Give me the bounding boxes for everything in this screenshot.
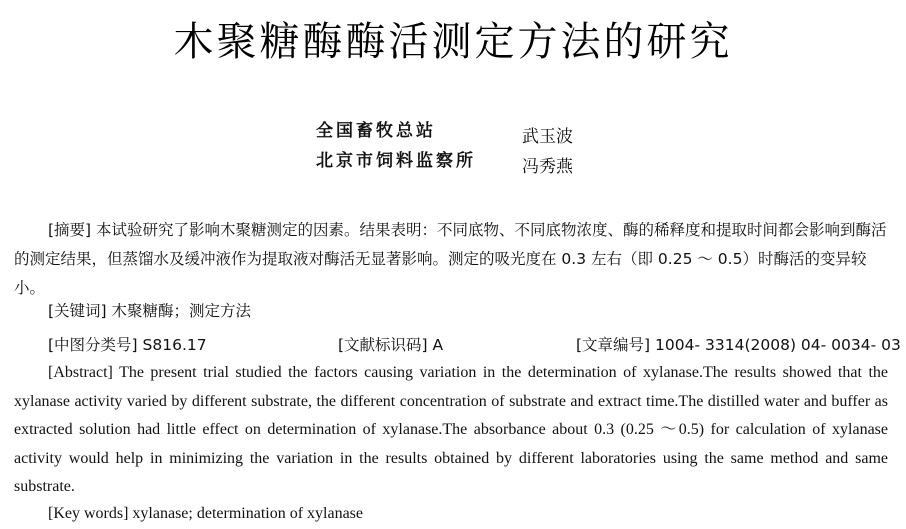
affiliation-1: 全国畜牧总站 bbox=[316, 121, 436, 141]
article-label: [文章编号] bbox=[576, 336, 651, 354]
paper-title: 木聚糖酶酶活测定方法的研究 bbox=[173, 19, 733, 65]
author-1: 武玉波 bbox=[522, 127, 573, 147]
chinese-keywords bbox=[48, 299, 906, 321]
author-2: 冯秀燕 bbox=[522, 157, 573, 177]
chinese-abstract-label: [摘要] bbox=[48, 221, 92, 239]
chinese-abstract bbox=[14, 216, 892, 303]
article-number bbox=[576, 333, 901, 355]
english-keywords-text: xylanase; determination of xylanase bbox=[132, 505, 364, 522]
chinese-abstract-text: 本试验研究了影响木聚糖测定的因素。结果表明：不同底物、不同底物浓度、酶的稀释度和提取时间都会影响到酶活的测定结果，但蒸馏水及缓冲液作为提取液对酶活无显著影响。测定的吸光度在 0.3 左右（即 0.25 ～ 0.5）时酶活的变异较小。 bbox=[14, 221, 887, 297]
clc-label: [中图分类号] bbox=[48, 336, 138, 354]
clc-value: S816.17 bbox=[142, 336, 207, 354]
clc-code bbox=[48, 333, 207, 355]
doc-code bbox=[338, 333, 443, 355]
doc-label: [文献标识码] bbox=[338, 336, 428, 354]
english-abstract bbox=[14, 359, 888, 502]
chinese-keywords-text: 木聚糖酶；测定方法 bbox=[111, 302, 252, 320]
english-keywords bbox=[48, 500, 848, 529]
doc-value: A bbox=[432, 336, 444, 354]
chinese-keywords-label: [关键词] bbox=[48, 302, 107, 320]
english-keywords-label: [Key words] bbox=[48, 505, 129, 522]
english-abstract-label: [Abstract] bbox=[48, 364, 113, 381]
affiliation-2: 北京市饲料监察所 bbox=[316, 151, 476, 171]
article-value: 1004- 3314(2008) 04- 0034- 03 bbox=[655, 336, 901, 354]
english-abstract-text: The present trial studied the factors causing variation in the determination of xylanase.The results showed that the xylanase activity varied by different substrate, the different concentration of substrate and extract time.The distilled water and buffer as extracted solution had little effect on determination of xylanase.The absorbance about 0.3 (0.25 ～0.5) for calculation of xylanase activity would help in minimizing the variation in the results obtained by different laboratories using the same method and same substrate. bbox=[14, 364, 888, 495]
